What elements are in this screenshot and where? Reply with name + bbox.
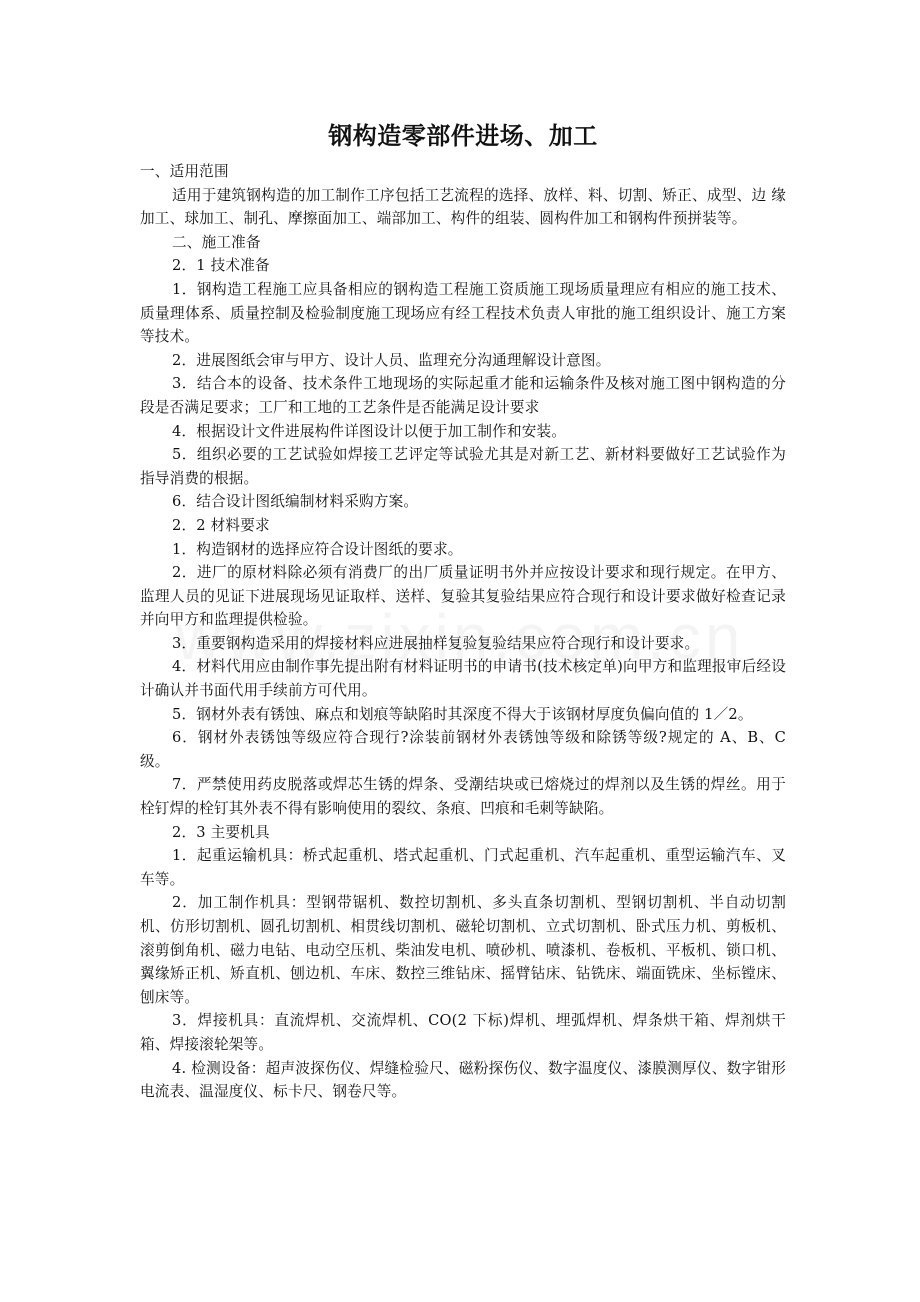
document-title: 钢构造零部件进场、加工 (328, 121, 598, 150)
section-heading-preparation: 二、施工准备 (172, 233, 261, 251)
subsection-heading-materials: 2．2 材料要求 (172, 516, 270, 534)
paragraph-material-4: 4．材料代用应由制作事先提出附有材料证明书的申请书(技术核定单)向甲方和监理报审后经设计确认并书面代用手续前方可代用。 (140, 658, 786, 700)
paragraph-material-7: 7．严禁使用药皮脱落或焊芯生锈的焊条、受潮结块或已熔烧过的焊剂以及生锈的焊丝。用于栓钉焊的栓钉其外表不得有影响使用的裂纹、条痕、凹痕和毛刺等缺陷。 (140, 776, 786, 818)
paragraph-equipment-1: 1．起重运输机具：桥式起重机、塔式起重机、门式起重机、汽车起重机、重型运输汽车、叉车等。 (140, 847, 786, 888)
subsection-heading-technical: 2．1 技术准备 (172, 257, 270, 275)
document-body (140, 118, 786, 1104)
paragraph-material-3: 3．重要钢构造采用的焊接材料应进展抽样复验复验结果应符合现行和设计要求。 (172, 634, 700, 652)
paragraph-tech-1: 1．钢构造工程施工应具备相应的钢构造工程施工资质施工现场质量理应有相应的施工技术、质量理体系、质量控制及检验制度施工现场应有经工程技术负责人审批的施工组织设计、施工方案等技术。 (140, 280, 786, 346)
paragraph-equipment-4: 4. 检测设备：超声波探伤仪、焊缝检验尺、磁粉探伤仪、数字温度仪、漆膜测厚仪、数字钳形电流表、温湿度仪、标卡尺、钢卷尺等。 (140, 1059, 786, 1101)
paragraph-material-6: 6．钢材外表锈蚀等级应符合现行?涂装前钢材外表锈蚀等级和除锈等级?规定的 A、B、C 级。 (140, 729, 786, 770)
paragraph-equipment-3: 3．焊接机具：直流焊机、交流焊机、CO(2 下标)焊机、埋弧焊机、焊条烘干箱、焊剂烘干箱、焊接滚轮架等。 (140, 1012, 786, 1053)
paragraph-tech-5: 5．组织必要的工艺试验如焊接工艺评定等试验尤其是对新工艺、新材料要做好工艺试验作为指导消费的根据。 (140, 446, 786, 487)
subsection-heading-equipment: 2．3 主要机具 (172, 823, 270, 841)
section-heading-scope: 一、适用范围 (140, 163, 229, 180)
paragraph-tech-3: 3．结合本的设备、技术条件工地现场的实际起重才能和运输条件及核对施工图中钢构造的分段是否满足要求；工厂和工地的工艺条件是否能满足设计要求 (140, 375, 786, 416)
paragraph-material-5: 5．钢材外表有锈蚀、麻点和划痕等缺陷时其深度不得大于该钢材厚度负偏向值的 1／2。 (172, 705, 753, 723)
paragraph-tech-2: 2．进展图纸会审与甲方、设计人员、监理充分沟通理解设计意图。 (172, 351, 611, 369)
paragraph-tech-6: 6．结合设计图纸编制材料采购方案。 (172, 493, 419, 511)
paragraph-tech-4: 4．根据设计文件进展构件详图设计以便于加工制作和安装。 (172, 422, 567, 440)
paragraph-material-1: 1．构造钢材的选择应符合设计图纸的要求。 (172, 540, 463, 558)
paragraph-scope: 适用于建筑钢构造的加工制作工序包括工艺流程的选择、放样、料、切割、矫正、成型、边 缘加工、球加工、制孔、摩擦面加工、端部加工、构件的组装、圆构件加工和钢构件预拼装等。 (140, 186, 786, 228)
paragraph-equipment-2: 2．加工制作机具：型钢带锯机、数控切割机、多头直条切割机、型钢切割机、半自动切割机、仿形切割机、圆孔切割机、相贯线切割机、磁轮切割机、立式切割机、卧式压力机、剪板机、滚剪倒角机、磁力电钻、电动空压机、柴油发电机、喷砂机、喷漆机、卷板机、平板机、锁口机、翼缘矫正机、矫直机、刨边机、车床、数控三维钻床、摇臂钻床、钻铣床、端面铣床、坐标镗床、刨床等。 (140, 894, 786, 1006)
paragraph-material-2: 2．进厂的原材料除必须有消费厂的出厂质量证明书外并应按设计要求和现行规定。在甲方、监理人员的见证下进展现场见证取样、送样、复验其复验结果应符合现行和设计要求做好检查记录并向甲方和监理提供检验。 (140, 564, 786, 629)
